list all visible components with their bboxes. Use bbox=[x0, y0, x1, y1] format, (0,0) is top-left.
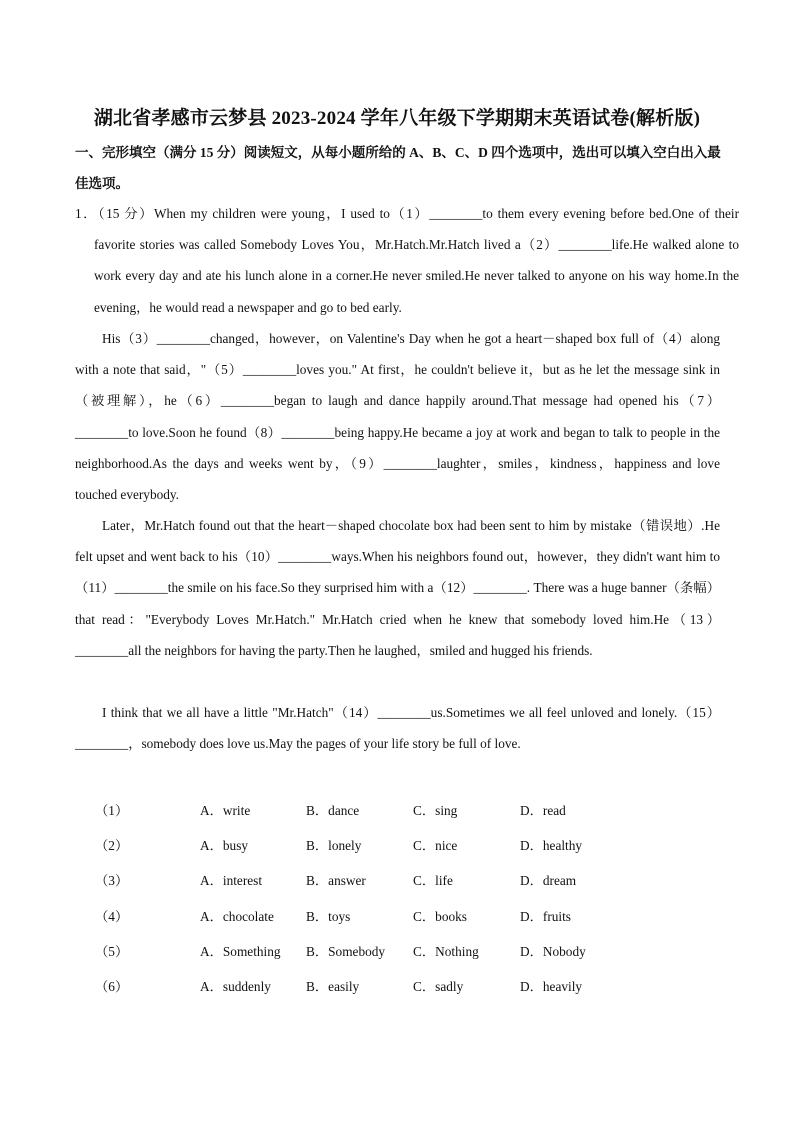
option-c: C．Nothing bbox=[413, 943, 479, 959]
option-c: C．sadly bbox=[413, 978, 464, 994]
option-row bbox=[95, 969, 725, 1004]
question-number: （1） bbox=[95, 803, 129, 818]
question-number: （6） bbox=[95, 978, 129, 994]
option-d: D．healthy bbox=[520, 838, 583, 854]
question-number: （5） bbox=[95, 943, 129, 959]
section-heading: 一、完形填空（满分 15 分）阅读短文，从每小题所给的 A、B、C、D 四个选项中，选出可以填入空白出入最佳选项。 bbox=[75, 145, 721, 191]
passage-paragraph-1: 1．（15 分）When my children were young，I used to（1）________to them every evening before bed.One of their favorite stories was called Somebody Loves You，Mr.Hatch.Mr.Hatch lived a（2）________life.He walked alone to work every day and ate his lunch alone in a corner.He never smiled.He never talked to anyone on his way home.In the evening，he would read a newspaper and go to bed early. bbox=[75, 206, 739, 315]
option-row bbox=[95, 793, 725, 828]
option-a: A．interest bbox=[200, 873, 263, 889]
question-number: （4） bbox=[95, 908, 129, 924]
passage-paragraph-3: Later，Mr.Hatch found out that the heart－shaped chocolate box had been sent to him by mistake（错误地）.He felt upset and went back to his（10）________ways.When his neighbors found out，however，they didn't want him to（11）________the smile on his face.So they surprised him with a（12）________. There was a huge banner（条幅） that read："Everybody Loves Mr.Hatch." Mr.Hatch cried when he knew that somebody loved him.He（13）________all the neighbors for having the party.Then he laughed，smiled and hugged his friends. bbox=[75, 518, 720, 658]
option-a: A．Something bbox=[200, 943, 281, 959]
question-number: （2） bbox=[95, 838, 129, 854]
option-b: B．Somebody bbox=[306, 943, 386, 959]
option-c: C．life bbox=[413, 873, 453, 889]
option-row bbox=[95, 934, 725, 969]
option-b: B．dance bbox=[306, 803, 360, 818]
option-c: C．sing bbox=[413, 803, 458, 818]
passage-paragraph-4: I think that we all have a little "Mr.Hatch"（14）________us.Sometimes we all feel unloved and lonely.（15）________，somebody does love us.May the pages of your life story be full of love. bbox=[75, 705, 720, 752]
option-b: B．toys bbox=[306, 908, 351, 924]
option-a: A．busy bbox=[200, 838, 249, 854]
question-number: （3） bbox=[95, 873, 129, 889]
option-d: D．fruits bbox=[520, 908, 571, 924]
option-a: A．suddenly bbox=[200, 978, 271, 994]
option-b: B．lonely bbox=[306, 838, 362, 854]
option-d: D．heavily bbox=[520, 978, 583, 994]
option-d: D．read bbox=[520, 803, 566, 818]
option-d: D．Nobody bbox=[520, 943, 586, 959]
option-b: B．answer bbox=[306, 873, 366, 889]
option-b: B．easily bbox=[306, 978, 360, 994]
option-row bbox=[95, 863, 725, 898]
option-c: C．nice bbox=[413, 838, 458, 854]
option-d: D．dream bbox=[520, 873, 577, 889]
options-table bbox=[95, 793, 725, 1004]
option-a: A．write bbox=[200, 803, 251, 818]
passage-paragraph-2: His（3）________changed，however，on Valentine's Day when he got a heart－shaped box full of（4）along with a note that said，"（5）________loves you." At first，he couldn't believe it，but as he let the message sink in（被理解），he（6）________began to laugh and dance happily around.That message had opened his（7）________to love.Soon he found（8）________being happy.He became a joy at work and began to talk to people in the neighborhood.As the days and weeks went by，（9）________laughter，smiles，kindness，happiness and love touched everybody. bbox=[75, 331, 720, 503]
option-row bbox=[95, 899, 725, 934]
option-c: C．books bbox=[413, 908, 467, 924]
option-a: A．chocolate bbox=[200, 908, 274, 924]
option-row bbox=[95, 828, 725, 863]
page-title: 湖北省孝感市云梦县 2023-2024 学年八年级下学期期末英语试卷(解析版) bbox=[93, 108, 701, 129]
